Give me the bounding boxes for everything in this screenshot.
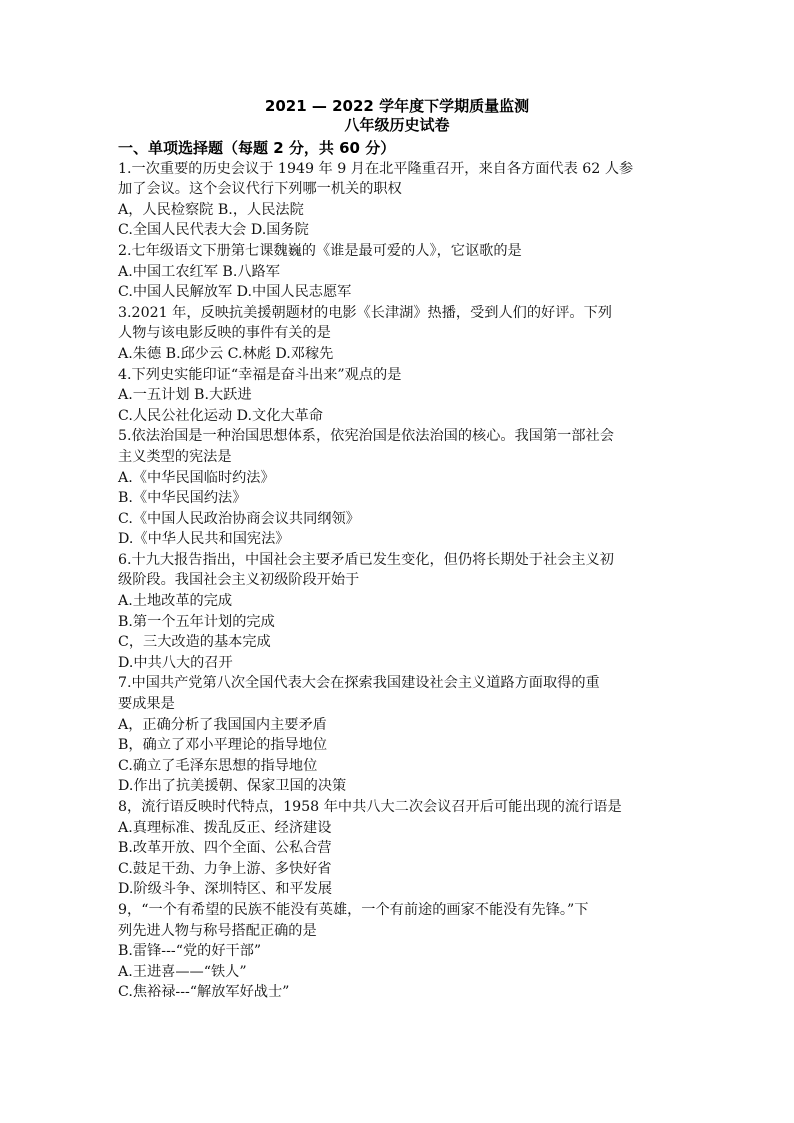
text-line: 3.2021 年，反映抗美援朝题材的电影《长津湖》热播，受到人们的好评。下列 [118,304,612,321]
text-line: 加了会议。这个会议代行下列哪一机关的职权 [118,181,402,198]
text-line: C.确立了毛泽东思想的指导地位 [118,757,318,774]
section-heading: 一、单项选择题（每题 2 分，共 60 分） [118,139,396,157]
text-line: A.朱德 B.邱少云 C.林彪 D.邓稼先 [118,345,334,362]
text-line: 要成果是 [118,696,175,713]
text-line: B.改革开放、四个全面、公私合营 [118,840,332,857]
text-line: B，确立了邓小平理论的指导地位 [118,737,328,754]
text-line: 6.十九大报告指出，中国社会主要矛盾已发生变化，但仍将长期处于社会主义初 [118,551,614,568]
text-line: C.焦裕禄---“解放军好战士” [118,984,290,1001]
text-line: B.第一个五年计划的完成 [118,613,275,630]
text-line: C.鼓足干劲、力争上游、多快好省 [118,860,332,877]
exam-title [0,97,794,135]
text-line: 9，“一个有希望的民族不能没有英雄，一个有前途的画家不能没有先锋。”下 [118,901,589,918]
text-line: C.人民公社化运动 D.文化大革命 [118,407,323,424]
text-line: 4.下列史实能印证“幸福是奋斗出来”观点的是 [118,366,402,383]
text-line: D.中共八大的召开 [118,654,233,671]
text-line: A.一五计划 B.大跃进 [118,387,252,404]
text-line: C.中国人民解放军 D.中国人民志愿军 [118,284,352,301]
text-line: C.《中国人民政治协商会议共同纲领》 [118,510,360,527]
text-line: D.作出了抗美援朝、保家卫国的决策 [118,778,347,795]
text-line: 7.中国共产党第八次全国代表大会在探索我国建设社会主义道路方面取得的重 [118,675,600,692]
text-line: D.阶级斗争、深圳特区、和平发展 [118,881,333,898]
text-line: 列先进人物与称号搭配正确的是 [118,922,317,939]
text-line: A.王进喜——“铁人” [118,963,247,980]
text-line: B.《中华民国约法》 [118,490,247,507]
text-line: A，正确分析了我国国内主要矛盾 [118,716,327,733]
text-line: A.土地改革的完成 [118,593,233,610]
text-line: 8，流行语反映时代特点，1958 年中共八大二次会议召开后可能出现的流行语是 [118,799,622,815]
text-line: 2.七年级语文下册第七课魏巍的《谁是最可爱的人》，它讴歌的是 [118,242,522,259]
text-line: C，三大改造的基本完成 [118,634,271,651]
text-line: 主义类型的宪法是 [118,448,232,465]
text-line: C.全国人民代表大会 D.国务院 [118,222,309,239]
text-line: B.雷锋---“党的好干部” [118,943,262,960]
exam-content [118,138,678,1003]
text-line: 级阶段。我国社会主义初级阶段开始于 [118,572,360,589]
text-line: 5.依法治国是一种治国思想体系，依宪治国是依法治国的核心。我国第一部社会 [118,428,614,445]
text-line: D.《中华人民共和国宪法》 [118,531,290,548]
text-line: A，人民检察院 B.，人民法院 [118,201,304,218]
text-line: 人物与该电影反映的事件有关的是 [118,325,331,342]
exam-title-term: 2021 — 2022 学年度下学期质量监测 [264,97,530,115]
text-line: A.中国工农红军 B.八路军 [118,263,280,280]
question-lines [118,159,678,1003]
exam-title-subject: 八年级历史试卷 [344,116,450,134]
text-line: A.真理标准、拨乱反正、经济建设 [118,819,332,836]
text-line: A.《中华民国临时约法》 [118,469,275,486]
text-line: 1.一次重要的历史会议于 1949 年 9 月在北平隆重召开，来自各方面代表 62 人参 [118,160,634,177]
